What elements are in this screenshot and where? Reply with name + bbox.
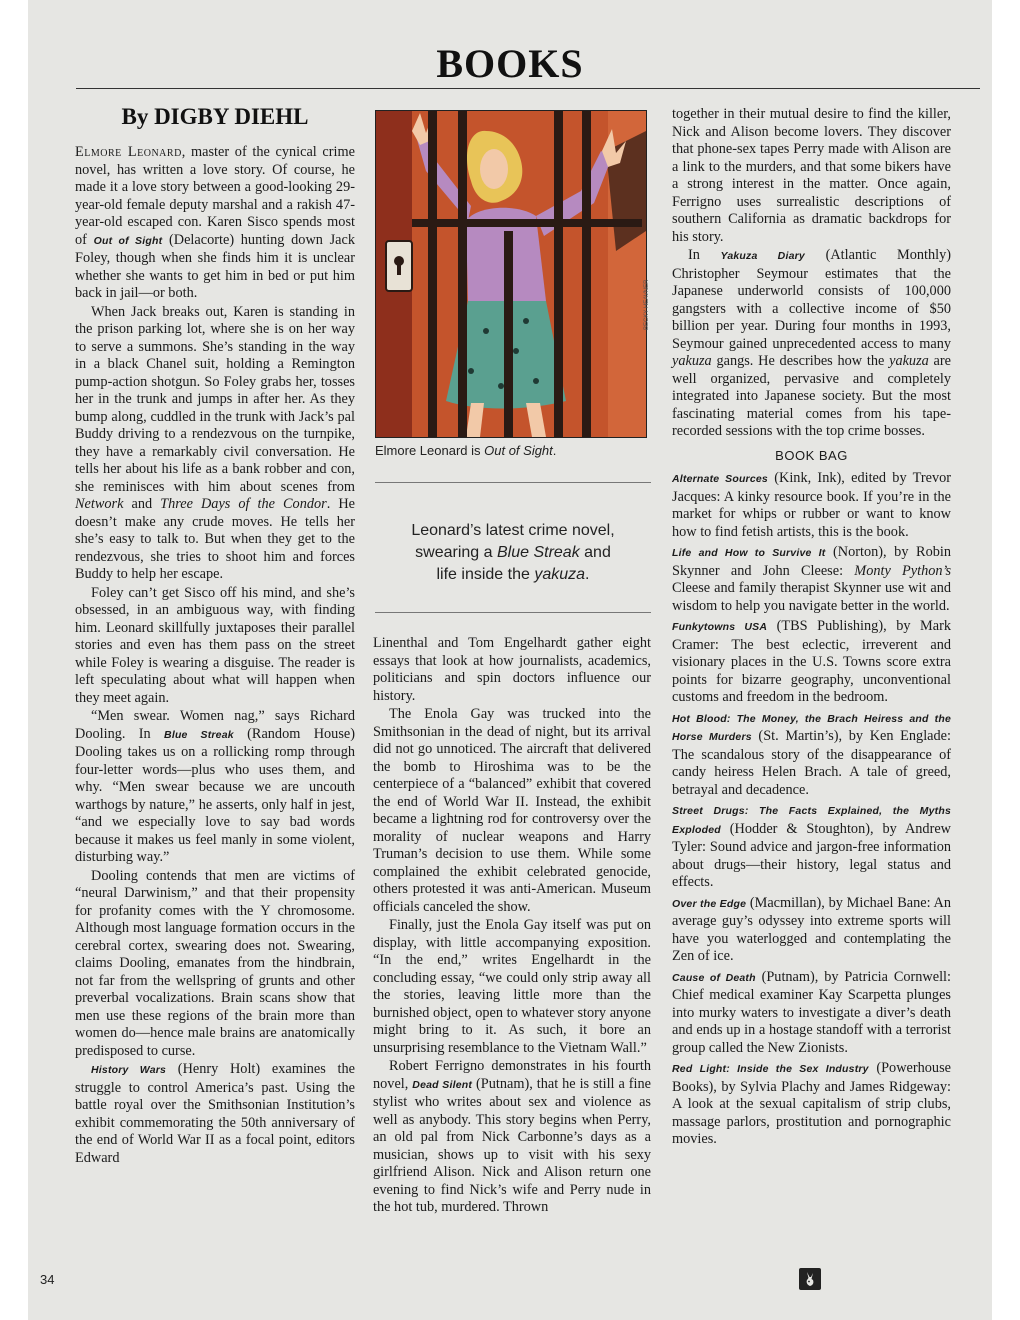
book-title: Dead Silent bbox=[412, 1078, 473, 1091]
pullquote-line bbox=[375, 542, 651, 564]
film-title: Network bbox=[75, 496, 124, 512]
text: When Jack breaks out, Karen is standing in the prison parking lot, where she is on her way to serve a summons. She’s standing in the way in a black Chanel suit, holding a Remington pump-action shotgun. So Foley grabs her, tosses her in the trunk and jumps in after her. As they bump along, cuddled in the trunk with Jack’s pal Buddy driving to a rendezvous on the turnpike, they have a remarkably civil conversation. He tells her about his life as a bank robber and con, she reminisces with him about scenes from bbox=[75, 303, 355, 495]
paragraph bbox=[75, 708, 355, 867]
illustration bbox=[375, 110, 647, 438]
pullquote-rule-bottom bbox=[375, 612, 651, 613]
book-bag-entry bbox=[672, 895, 951, 966]
text: (Henry Holt) examines the struggle to control America’s past. Using the battle royal over the Smithsonian Institution’s exhibit commemorating the 50th anniversary of the end of World War II as a focal point, editors Edward bbox=[75, 1061, 356, 1166]
book-bag-entry bbox=[672, 969, 951, 1058]
text: are well organized, pervasive and completely integrated into Japanese society. But the most fascinating material comes from his tape-recorded sessions with the top crime bosses. bbox=[672, 353, 951, 439]
book-title: Blue Streak bbox=[164, 728, 234, 741]
book-title: History Wars bbox=[91, 1064, 167, 1076]
book-bag-entry bbox=[672, 544, 951, 615]
text: yakuza bbox=[672, 353, 712, 369]
film-title: Three Days of the Condor bbox=[160, 496, 327, 512]
paragraph bbox=[373, 1058, 651, 1217]
paragraph bbox=[672, 247, 951, 441]
text: In bbox=[688, 247, 721, 263]
author-name: Elmore Leonard bbox=[75, 144, 182, 160]
text: , master of the cynical crime novel, has written a love story. Of course, he made it a love story between a good-looking 29-year-old female deputy marshal and a rakish 47-year-old escaped con. Karen Sisco spends most of bbox=[75, 144, 355, 248]
text: (Kink, Ink), edited by Trevor Jacques: A kinky resource book. If you’re in the market for whips or rubber or want to know how to find fetish artists, this is the book. bbox=[672, 470, 952, 540]
header-rule bbox=[76, 88, 980, 89]
text: (Atlantic Monthly) Christopher Seymour estimates that the Japanese underworld consists of 100,000 gangsters with a collective income of $50 billion per year. During four months in 1993, Seymour gained unprecedented access to many bbox=[672, 247, 951, 352]
text: “Men swear. Women nag,” says Richard Dooling. In bbox=[75, 708, 355, 742]
book-title: Street Drugs: The Facts Explained, the Myths Exploded bbox=[672, 805, 951, 836]
book-title: Red Light: Inside the Sex Industry bbox=[672, 1063, 869, 1075]
book-title: Hot Blood: The Money, the Brach Heiress and the Horse Murders bbox=[672, 712, 951, 743]
magazine-page bbox=[28, 0, 992, 1320]
pullquote-rule-top bbox=[375, 482, 651, 483]
book-title: Out of Sight bbox=[93, 234, 163, 247]
text: yakuza bbox=[534, 566, 586, 583]
illustration-caption bbox=[375, 443, 650, 458]
paragraph bbox=[75, 144, 355, 303]
book-title: Alternate Sources bbox=[672, 473, 768, 485]
text: . He doesn’t make any crude moves. He tells her she’s easy to talk to. But when they get to the rendezvous, she tries to shoot him and forces Buddy to help her escape. bbox=[75, 496, 355, 582]
book-title: Blue Streak bbox=[496, 544, 580, 561]
text: (Hodder & Stoughton), by Andrew Tyler: Sound advice and jargon-free information about drugs—their history, legal status and effects. bbox=[672, 820, 951, 890]
text: (Putnam), by Patricia Cornwell: Chief medical examiner Kay Scarpetta plunges into murky waters to investigate a diver’s death and ends up in a hostage standoff with a terrorist group called the New Zionists. bbox=[672, 968, 951, 1056]
text: swearing a bbox=[415, 544, 497, 561]
column-3 bbox=[672, 106, 951, 1152]
column-1 bbox=[75, 144, 355, 1168]
rabbit-head-logo-icon bbox=[799, 1268, 821, 1290]
text: (St. Martin’s), by Ken Englade: The scandalous story of the disappearance of candy heiress Helen Brach. A tale of greed, betrayal and decadence. bbox=[672, 728, 951, 798]
text: (Random House) Dooling takes us on a rollicking romp through four-letter words—plus who uses them, and why. “Men swear because we are uncouth warthogs by nature,” he asserts, only half in jest, “and we especially love to say bad words because it makes us feel manly in some violent, disturbing way.” bbox=[75, 725, 355, 865]
text: yakuza bbox=[889, 353, 929, 369]
text: (Norton), by Robin Skynner and John Cleese: bbox=[672, 544, 951, 579]
text: Elmore Leonard is bbox=[375, 443, 485, 458]
book-title: Over the Edge bbox=[672, 897, 747, 910]
pullquote-line: Leonard’s latest crime novel, bbox=[411, 522, 615, 539]
book-bag-entry bbox=[672, 710, 951, 800]
book-bag-entry bbox=[672, 470, 951, 541]
paragraph: Foley can’t get Sisco off his mind, and she’s obsessed, in an ambiguous way, with finding him. Leonard skillfully juxtaposes their parallel stories and even has them pass on the street while Foley is wearing a disguise. The reader is left speculating about what will happen when they meet again. bbox=[75, 584, 355, 706]
text: and bbox=[579, 544, 611, 561]
text: (Delacorte) hunting down Jack Foley, though when she finds him it is unclear whether she wants to get him in bed or put him back in jail—or both. bbox=[75, 231, 356, 301]
text: . bbox=[552, 443, 557, 458]
text: and bbox=[123, 496, 161, 512]
text: (Macmillan), by Michael Bane: An average guy’s odyssey into extreme sports will have you waterlogged and contemplating the Zen of ice. bbox=[672, 894, 951, 964]
text: life inside the bbox=[436, 566, 535, 583]
book-title: Funkytowns USA bbox=[672, 621, 768, 633]
text: . bbox=[585, 566, 590, 583]
text: (Putnam), that he is still a fine stylist who writes about sex and violence as well as anybody. This story begins when Perry, an old pal from Nick Carbonne’s days as a musician, shows up to visit with his sexy girlfriend Alison. Nick and Alison return one evening to find Nick’s wife and Perry nude in the hot tub, murdered. Thrown bbox=[373, 1075, 651, 1215]
text: Robert Ferrigno demonstrates in his fourth novel, bbox=[373, 1058, 651, 1092]
book-bag-entry bbox=[672, 618, 951, 707]
book-bag-entry bbox=[672, 802, 951, 892]
page-number: 34 bbox=[40, 1272, 55, 1287]
paragraph bbox=[75, 304, 355, 584]
book-title: Yakuza Diary bbox=[720, 250, 805, 262]
paragraph: Finally, just the Enola Gay itself was put on display, with little accompanying exposition. “In the end,” writes Engelhardt in the concluding essay, “we could only strip away all the stories, leaving little more than the burnished object, open to whatever story anyone might bring to it. As such, it bore an unsurprising resemblance to the Vietnam Wall.” bbox=[373, 917, 651, 1056]
text: Cleese and family therapist Skynner use wit and wisdom to help you navigate better in the world. bbox=[672, 580, 951, 614]
paragraph: Dooling contends that men are victims of “neural Darwinism,” and that their propensity for profanity comes with the Y chromosome. Although most language formation occurs in the cerebral cortex, swearing does not. Swearing, claims Dooling, emanates from the hindbrain, not far from the wellspring of grunts and other preverbal vocalizations. Brain scans show that men use these regions of the brain more than women do—hence male brains are anatomically predisposed to curse. bbox=[75, 867, 355, 1059]
text: (TBS Publishing), by Mark Cramer: The best eclectic, irreverent and visionary places in the U.S. Towns score extra points for bizarre geography, unconventional customs and freedom in the bedroom. bbox=[672, 618, 951, 705]
woman-behind-bars-illustration bbox=[376, 111, 646, 437]
book-title: Life and How to Survive It bbox=[672, 547, 826, 559]
book-title: Out of Sight bbox=[484, 443, 553, 458]
pullquote-line bbox=[375, 564, 651, 586]
photo-credit: BECKY HEAVNER bbox=[644, 279, 650, 330]
paragraph bbox=[75, 1061, 355, 1167]
section-title: BOOKS bbox=[436, 41, 584, 86]
book-title: Cause of Death bbox=[672, 971, 756, 984]
byline: By DIGBY DIEHL bbox=[121, 104, 309, 129]
paragraph: The Enola Gay was trucked into the Smithsonian in the dead of night, but its arrival did not go unnoticed. The aircraft that delivered the bomb to Hiroshima was to be the centerpiece of a “balanced” exhibit that covered the end of World War II. Instead, the exhibit became a lightning rod for controversy over the morality of nuclear weapons and Harry Truman’s decision to use them. While some complained the exhibit celebrated genocide, others protested it was anti-American. Museum officials canceled the show. bbox=[373, 706, 651, 915]
paragraph: Linenthal and Tom Engelhardt gather eight essays that look at how journalists, academics, politicians and spin doctors influence our history. bbox=[373, 635, 651, 704]
book-bag-entry bbox=[672, 1060, 951, 1149]
paragraph: together in their mutual desire to find the killer, Nick and Alison become lovers. They discover that phone-sex tapes Perry made with Alison are a link to the murders, and that some bikers have a strong interest in the matter. Once again, Ferrigno uses surrealistic descriptions of southern California as dramatic backdrops for his story. bbox=[672, 106, 951, 245]
pullquote bbox=[375, 520, 651, 586]
column-2 bbox=[373, 635, 651, 1218]
text: (Powerhouse Books), by Sylvia Plachy and James Ridgeway: A look at the sexual capitalism of strip clubs, massage parlors, prostitution and pornographic movies. bbox=[672, 1060, 951, 1147]
text: Monty Python’s bbox=[854, 562, 952, 579]
text: gangs. He describes how the bbox=[711, 353, 890, 369]
book-bag-heading: BOOK BAG bbox=[775, 447, 848, 463]
